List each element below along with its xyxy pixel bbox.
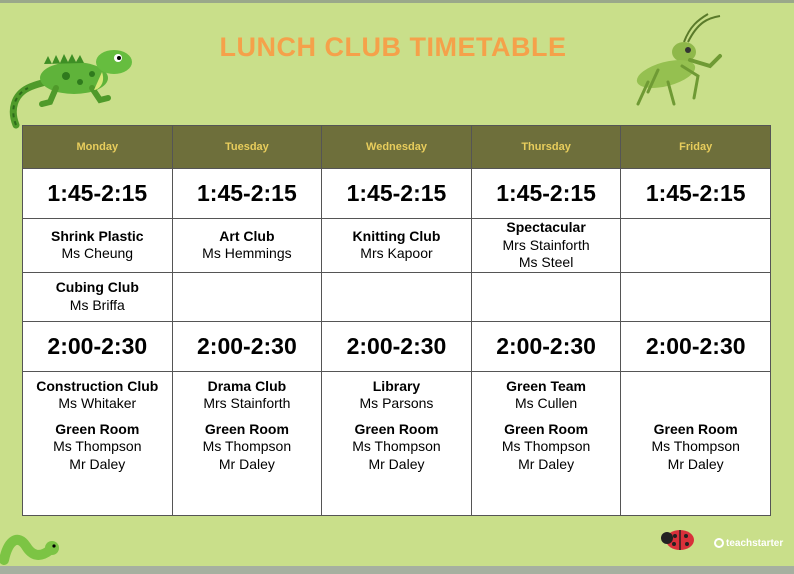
- activity-name: Art Club: [219, 227, 275, 244]
- activity-name: Construction Club: [36, 377, 159, 394]
- staff-name: Ms Thompson: [53, 438, 142, 454]
- staff-name: Mr Daley: [69, 455, 126, 472]
- time-slot: 1:45-2:15: [471, 169, 621, 219]
- activity-cell-empty: [172, 272, 322, 321]
- day-friday: Friday: [621, 126, 771, 169]
- teachstarter-logo: [714, 538, 783, 549]
- activity-row: [23, 219, 771, 273]
- staff-name: Ms Parsons: [359, 395, 434, 411]
- timetable: [22, 125, 771, 516]
- time-slot: 2:00-2:30: [322, 321, 472, 371]
- staff-name: Ms Steel: [518, 254, 574, 270]
- staff-name: Ms Thompson: [501, 438, 591, 454]
- time-slot: 2:00-2:30: [23, 321, 173, 371]
- activity-cell: [471, 219, 621, 273]
- staff-name: Mr Daley: [518, 455, 575, 472]
- staff-name: Ms Thompson: [202, 438, 292, 454]
- staff-name: Ms Cullen: [514, 395, 578, 411]
- logo-text: teachstarter: [726, 538, 784, 549]
- staff-name: Ms Hemmings: [202, 245, 292, 262]
- day-tuesday: Tuesday: [172, 126, 322, 169]
- activity-row: [23, 371, 771, 515]
- activity-cell-empty: [621, 272, 771, 321]
- activity-cell-empty: [471, 272, 621, 321]
- time-slot: 1:45-2:15: [621, 169, 771, 219]
- activity-cell: [172, 371, 322, 515]
- time-slot: 1:45-2:15: [172, 169, 322, 219]
- staff-name: Ms Cheung: [61, 245, 134, 262]
- activity-name: Green Room: [653, 420, 738, 437]
- time-slot: 1:45-2:15: [23, 169, 173, 219]
- staff-name: Mr Daley: [218, 455, 275, 472]
- time-slot: 2:00-2:30: [471, 321, 621, 371]
- activity-name: Green Room: [55, 420, 140, 437]
- staff-name: Mrs Kapoor: [360, 245, 433, 262]
- activity-cell: [621, 371, 771, 515]
- day-thursday: Thursday: [471, 126, 621, 169]
- staff-name: Ms Briffa: [69, 296, 125, 313]
- day-monday: Monday: [23, 126, 173, 169]
- staff-name: Mrs Stainforth: [203, 395, 291, 411]
- staff-name: Mrs Stainforth: [502, 236, 590, 253]
- activity-cell: [322, 371, 472, 515]
- staff-name: Ms Thompson: [651, 438, 740, 454]
- activity-name: Green Room: [504, 420, 589, 437]
- time-slot: 1:45-2:15: [322, 169, 472, 219]
- top-border: [0, 0, 794, 3]
- activity-cell: [322, 219, 472, 273]
- bottom-border: [0, 566, 794, 574]
- activity-row: [23, 272, 771, 321]
- activity-cell: [471, 371, 621, 515]
- activity-name: Green Room: [204, 420, 289, 437]
- staff-name: Mr Daley: [368, 455, 425, 472]
- day-header-row: [23, 126, 771, 169]
- activity-name: Green Room: [354, 420, 439, 437]
- logo-icon: [714, 538, 724, 548]
- activity-name: Library: [372, 377, 421, 394]
- time-row-2: [23, 321, 771, 371]
- activity-cell: [23, 371, 173, 515]
- staff-name: Ms Thompson: [352, 438, 441, 454]
- activity-name: Knitting Club: [352, 227, 441, 244]
- activity-cell: [23, 219, 173, 273]
- activity-name: Cubing Club: [55, 279, 139, 295]
- activity-cell: [23, 272, 173, 321]
- ladybird-illustration: [660, 526, 696, 552]
- time-slot: 2:00-2:30: [621, 321, 771, 371]
- activity-cell-empty: [322, 272, 472, 321]
- time-slot: 2:00-2:30: [172, 321, 322, 371]
- activity-cell-empty: [621, 219, 771, 273]
- activity-name: Drama Club: [207, 377, 287, 394]
- activity-cell: [172, 219, 322, 273]
- time-row-1: [23, 169, 771, 219]
- caterpillar-illustration: [0, 520, 60, 566]
- staff-name: Ms Whitaker: [58, 395, 137, 411]
- day-wednesday: Wednesday: [322, 126, 472, 169]
- activity-name: Green Team: [506, 377, 587, 394]
- page-title: LUNCH CLUB TIMETABLE: [219, 32, 567, 62]
- activity-name: Shrink Plastic: [51, 227, 144, 244]
- activity-name: Spectacular: [506, 219, 586, 235]
- staff-name: Mr Daley: [667, 455, 724, 472]
